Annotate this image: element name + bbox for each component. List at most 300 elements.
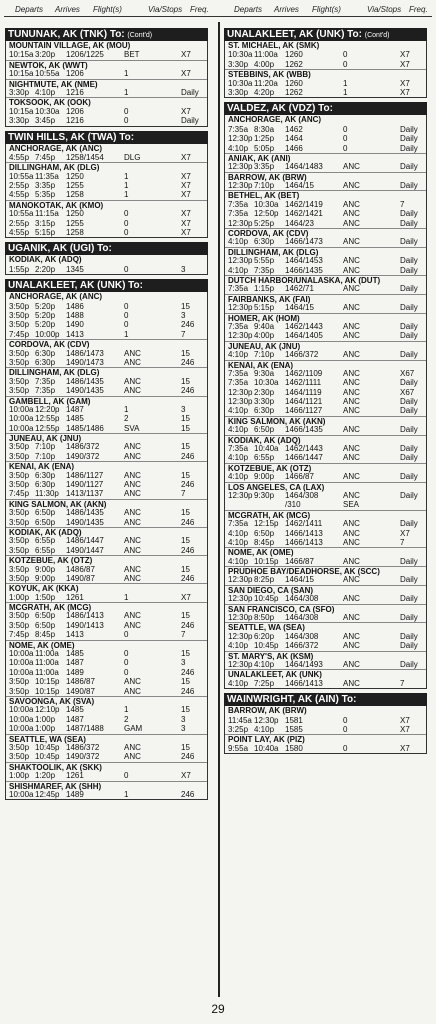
origin-title: VALDEZ, AK (VDZ) To: — [227, 103, 333, 115]
arrives-cell: 6:30p — [35, 348, 56, 358]
via-cell: ANC — [343, 368, 360, 378]
departs-cell: 10:00a — [9, 423, 34, 433]
freq-header: Freq. — [409, 5, 428, 14]
via-cell: ANC — [124, 742, 141, 752]
via-cell: ANC — [343, 444, 360, 454]
flight-row — [225, 425, 426, 434]
freq-cell: 246 — [181, 517, 195, 527]
flight-cell: 1462/71 — [285, 284, 314, 294]
destination-name: DUTCH HARBOR/UNALASKA, AK (DUT) — [225, 275, 426, 284]
freq-cell: Daily — [400, 594, 418, 604]
via-cell: 0 — [124, 228, 129, 238]
via-cell: ANC — [343, 303, 360, 313]
flight-cell: 1489 — [66, 789, 84, 799]
destination-name: KOTZEBUE, AK (OTZ) — [6, 555, 207, 564]
via-cell: ANC — [343, 660, 360, 669]
departs-cell: 4:10p — [228, 425, 249, 435]
freq-cell: X7 — [181, 69, 191, 79]
arrives-cell: 6:50p — [35, 620, 56, 630]
flight-cell: /310 — [285, 500, 301, 510]
freq-cell: 7 — [400, 199, 405, 209]
freq-cell: X7 — [400, 59, 410, 69]
flight-cell: 1464/1405 — [285, 331, 323, 341]
freq-cell: Daily — [400, 331, 418, 341]
flight-cell: 1260 — [285, 78, 303, 88]
departs-cell: 3:50p — [9, 386, 30, 396]
freq-cell: X7 — [400, 50, 410, 60]
arrives-cell: 8:45p — [35, 630, 56, 640]
departs-cell: 3:50p — [9, 611, 30, 621]
arrives-cell: 11:15a — [35, 209, 59, 219]
origin-section — [224, 28, 427, 98]
freq-cell: 15 — [181, 742, 190, 752]
departs-cell: 12:30p — [228, 256, 253, 266]
freq-cell: Daily — [400, 350, 418, 360]
freq-cell: Daily — [400, 472, 418, 482]
flight-cell: 1486/1435 — [66, 508, 104, 518]
departs-cell: 3:50p — [9, 677, 30, 687]
departs-cell: 3:50p — [9, 348, 30, 358]
via-cell: ANC — [124, 573, 141, 583]
flight-row — [6, 320, 207, 329]
flight-row — [225, 209, 426, 218]
flight-cell: 1464/308 — [285, 490, 319, 500]
arrives-cell: 10:15p — [254, 556, 279, 566]
via-cell: 1 — [124, 181, 129, 191]
flight-row — [6, 677, 207, 686]
via-cell: 0 — [343, 124, 348, 134]
departs-cell: 7:35a — [228, 209, 249, 219]
flight-row — [225, 500, 426, 509]
arrives-cell: 5:35p — [35, 190, 56, 200]
arrives-cell: 11:20a — [254, 78, 278, 88]
flight-cell: 1466/87 — [285, 556, 314, 566]
destination-name: KING SALMON, AK (AKN) — [6, 499, 207, 508]
departs-cell: 3:50p — [9, 470, 30, 480]
via-cell: ANC — [124, 480, 141, 490]
origin-section — [5, 279, 208, 800]
flight-row — [225, 641, 426, 650]
flight-row — [6, 574, 207, 583]
departs-cell: 3:50p — [9, 517, 30, 527]
departs-cell: 3:50p — [9, 357, 30, 367]
departs-cell: 3:50p — [9, 752, 30, 762]
flight-row — [6, 386, 207, 395]
via-cell: 2 — [124, 714, 129, 724]
freq-cell: X7 — [400, 87, 410, 97]
via-cell: 1 — [124, 190, 129, 200]
arrives-cell: 4:10p — [35, 87, 56, 97]
destination-name: NEWTOK, AK (WWT) — [6, 60, 207, 69]
arrives-cell: 9:40a — [254, 321, 275, 331]
flight-cell: 1486/372 — [66, 742, 100, 752]
destination-name: FAIRBANKS, AK (FAI) — [225, 294, 426, 303]
destination-name: KENAI, AK (ENA) — [225, 360, 426, 369]
departs-header: Departs — [234, 5, 263, 14]
freq-cell: 246 — [181, 686, 195, 696]
departs-cell: 7:35a — [228, 284, 249, 294]
via-cell: 0 — [124, 771, 129, 781]
freq-cell: 246 — [181, 667, 195, 677]
freq-cell: 246 — [181, 480, 195, 490]
arrives-cell: 12:20p — [35, 404, 60, 414]
arrives-cell: 10:45p — [254, 641, 279, 651]
arrives-cell: 4:10p — [254, 724, 275, 734]
departs-cell: 7:35a — [228, 378, 249, 388]
flight-row — [225, 388, 426, 397]
flight-cell: 1261 — [66, 592, 84, 602]
flight-cell: 1462 — [285, 124, 303, 134]
flight-cell: 1464/1119 — [285, 387, 322, 397]
flight-cell: 1486/1447 — [66, 536, 104, 546]
arrives-cell: 7:10p — [254, 350, 275, 360]
freq-cell: X7 — [181, 209, 191, 219]
departs-cell: 12:30p — [228, 218, 253, 228]
origin-title: UNALAKLEET, AK (UNK) To: — [8, 280, 143, 292]
departs-cell: 3:50p — [9, 301, 30, 311]
flight-row — [225, 79, 426, 88]
origin-section — [5, 242, 208, 275]
destination-name: JUNEAU, AK (JNU) — [225, 341, 426, 350]
departs-cell: 1:00p — [9, 771, 30, 781]
arrives-cell: 6:30p — [35, 357, 56, 367]
departs-cell: 10:00a — [9, 649, 34, 659]
freq-cell: 15 — [181, 677, 190, 687]
departs-cell: 4:10p — [228, 265, 249, 275]
via-cell: ANC — [343, 218, 360, 228]
flight-row — [6, 172, 207, 181]
via-cell: 0 — [343, 50, 348, 60]
origin-section — [5, 28, 208, 127]
flight-cell: 1413/1137 — [66, 489, 104, 499]
via-cell: ANC — [343, 209, 360, 219]
flight-cell: 1487 — [66, 658, 84, 668]
flight-cell: 1206 — [66, 106, 84, 116]
destination-name: CORDOVA, AK (CDV) — [225, 228, 426, 237]
flight-row — [6, 349, 207, 358]
departs-cell: 10:00a — [9, 414, 34, 424]
destination-name: ANIAK, AK (ANI) — [225, 153, 426, 162]
flights-header: Flight(s) — [312, 5, 341, 14]
destination-name: KENAI, AK (ENA) — [6, 461, 207, 470]
departs-cell: 3:30p — [228, 59, 249, 69]
flight-row — [225, 200, 426, 209]
arrives-cell: 10:15p — [35, 686, 60, 696]
freq-cell: Daily — [400, 660, 418, 669]
arrives-cell: 3:20p — [35, 50, 56, 60]
departs-cell: 7:45p — [9, 329, 30, 339]
via-cell: ANC — [124, 677, 141, 687]
arrives-cell: 10:30a — [254, 378, 279, 388]
flight-cell: 1413 — [66, 329, 84, 339]
arrives-cell: 10:30a — [254, 199, 279, 209]
arrives-cell: 10:00p — [35, 329, 60, 339]
arrives-cell: 7:45p — [35, 152, 56, 162]
freq-cell: Daily — [400, 218, 418, 228]
via-cell: 0 — [124, 264, 129, 274]
via-cell: 0 — [124, 630, 129, 640]
flight-row — [6, 107, 207, 116]
freq-cell: 246 — [181, 573, 195, 583]
arrives-cell: 9:00p — [35, 573, 56, 583]
via-cell: ANC — [343, 528, 360, 538]
flight-row — [6, 752, 207, 761]
via-cell: ANC — [343, 199, 360, 209]
arrives-header: Arrives — [274, 5, 299, 14]
via-cell: 0 — [343, 715, 348, 725]
freq-cell: 246 — [181, 752, 195, 762]
freq-cell: 7 — [181, 630, 186, 640]
via-cell: ANC — [343, 519, 360, 529]
via-cell: ANC — [124, 348, 141, 358]
arrives-cell: 7:35p — [35, 376, 56, 386]
arrives-cell: 10:40a — [254, 444, 279, 454]
departs-cell: 7:35a — [228, 368, 249, 378]
flight-cell: 1250 — [66, 209, 84, 219]
arrives-cell: 6:50p — [35, 517, 56, 527]
flight-row — [6, 88, 207, 97]
via-cell: ANC — [343, 425, 360, 435]
arrives-cell: 7:10p — [35, 442, 56, 452]
freq-cell: X7 — [400, 78, 410, 88]
destination-name: TOKSOOK, AK (OOK) — [6, 97, 207, 106]
freq-cell: Daily — [400, 613, 418, 623]
arrives-cell: 3:45p — [35, 116, 56, 126]
departs-cell: 3:50p — [9, 536, 30, 546]
arrives-cell: 7:35p — [35, 386, 56, 396]
arrives-cell: 6:50p — [35, 508, 56, 518]
via-cell: 0 — [343, 143, 348, 153]
flight-cell: 1466/1413 — [285, 537, 323, 547]
header-rule — [4, 16, 432, 17]
destination-name: SAN FRANCISCO, CA (SFO) — [225, 604, 426, 613]
via-cell: ANC — [343, 556, 360, 566]
via-cell: GAM — [124, 724, 143, 734]
freq-cell: 15 — [181, 470, 190, 480]
flight-row — [6, 116, 207, 125]
via-cell: 1 — [124, 69, 129, 79]
destination-name: ANCHORAGE, AK (ANC) — [9, 292, 103, 302]
via-cell: ANC — [124, 357, 141, 367]
flight-cell: 1413 — [66, 630, 84, 640]
freq-cell: 15 — [181, 705, 190, 715]
flight-row — [225, 716, 426, 725]
flight-row — [6, 452, 207, 461]
column-header-right — [224, 5, 429, 16]
arrives-cell: 4:20p — [254, 87, 275, 97]
flight-cell: 1462/1411 — [285, 519, 323, 529]
arrives-header: Arrives — [55, 5, 80, 14]
flight-cell: 1485 — [66, 649, 84, 659]
departs-cell: 12:30p — [228, 613, 253, 623]
destination-name: ST. MARY'S, AK (KSM) — [225, 651, 426, 660]
departs-cell: 12:30p — [228, 387, 253, 397]
flight-cell: 1258 — [66, 228, 84, 238]
flight-cell: 1490/372 — [66, 752, 100, 762]
flight-row — [6, 219, 207, 228]
via-cell: ANC — [343, 350, 360, 360]
flight-row — [6, 424, 207, 433]
origin-title: TUNUNAK, AK (TNK) To: — [8, 29, 125, 40]
flight-row — [6, 181, 207, 190]
flight-cell: 1466/372 — [285, 641, 319, 651]
flight-row — [225, 575, 426, 584]
departs-cell: 4:10p — [228, 406, 249, 416]
flight-cell: 1466/1435 — [285, 425, 323, 435]
flight-cell: 1486/1435 — [66, 376, 104, 386]
destination-name: DILLINGHAM, AK (DLG) — [225, 247, 426, 256]
departs-cell: 11:45a — [228, 715, 252, 725]
flight-row — [225, 162, 426, 171]
arrives-cell: 1:50p — [35, 592, 56, 602]
flight-row — [225, 679, 426, 688]
departs-cell: 4:10p — [228, 678, 249, 688]
flight-cell: 1580 — [285, 743, 303, 753]
freq-cell: 3 — [181, 404, 186, 414]
flight-row — [6, 405, 207, 414]
departs-cell: 4:10p — [228, 528, 249, 538]
arrives-cell: 6:55p — [35, 536, 56, 546]
via-cell: ANC — [343, 321, 360, 331]
freq-cell: 15 — [181, 423, 190, 433]
freq-cell: 7 — [181, 489, 186, 499]
flight-cell: 1486/87 — [66, 564, 95, 574]
via-cell: 0 — [343, 724, 348, 734]
freq-cell: Daily — [400, 631, 418, 641]
arrives-cell: 7:25p — [254, 678, 275, 688]
via-cell: ANC — [343, 490, 360, 500]
arrives-cell: 6:30p — [254, 406, 275, 416]
freq-cell: Daily — [400, 256, 418, 266]
flight-cell: 1487/1488 — [66, 724, 104, 734]
freq-cell: 15 — [181, 611, 190, 621]
departs-cell: 4:10p — [228, 537, 249, 547]
destination-name: SHISHMAREF, AK (SHH) — [6, 781, 207, 790]
flight-row — [225, 256, 426, 265]
freq-cell: 246 — [181, 357, 195, 367]
freq-cell: 3 — [181, 724, 186, 734]
freq-cell: X7 — [181, 171, 191, 181]
arrives-cell: 5:15p — [254, 303, 275, 313]
flight-row — [6, 546, 207, 555]
destination-name: CORDOVA, AK (CDV) — [6, 339, 207, 348]
via-cell: 2 — [124, 414, 129, 424]
flight-cell: 1486/1473 — [66, 348, 104, 358]
via-cell: 0 — [124, 320, 129, 330]
via-cell: ANC — [343, 256, 360, 266]
freq-cell: 3 — [181, 310, 186, 320]
departs-cell: 10:55a — [9, 171, 34, 181]
flight-cell: 1464/1493 — [285, 660, 323, 669]
destination-name: DILLINGHAM, AK (DLG) — [6, 162, 207, 171]
arrives-cell: 5:05p — [254, 143, 275, 153]
flight-cell: 1466/1435 — [285, 265, 323, 275]
flight-cell: 1490/1447 — [66, 545, 104, 555]
departs-cell: 3:30p — [9, 116, 30, 126]
flight-cell: 1487 — [66, 404, 84, 414]
flight-cell: 1216 — [66, 87, 84, 97]
freq-cell: X7 — [181, 106, 191, 116]
via-cell: 0 — [124, 310, 129, 320]
departs-cell: 3:50p — [9, 686, 30, 696]
destination-name: SHAKTOOLIK, AK (SKK) — [6, 762, 207, 771]
via-cell: 0 — [124, 116, 129, 126]
freq-cell: 246 — [181, 545, 195, 555]
flight-row — [225, 444, 426, 453]
destination-list — [5, 292, 208, 800]
flight-cell: 1464/308 — [285, 613, 319, 623]
flight-cell: 1490/1435 — [66, 517, 104, 527]
origin-title: WAINWRIGHT, AK (AIN) To: — [227, 694, 357, 706]
freq-cell: Daily — [400, 134, 418, 144]
destination-name: ANCHORAGE, AK (ANC) — [9, 143, 103, 153]
departs-cell: 12:30p — [228, 594, 253, 604]
via-cell: ANC — [124, 386, 141, 396]
via-cell: ANC — [343, 613, 360, 623]
flight-cell: 1490 — [66, 320, 84, 330]
flight-cell: 1466/1473 — [285, 237, 323, 247]
flight-row — [6, 715, 207, 724]
departs-cell: 3:50p — [9, 620, 30, 630]
flight-row — [6, 471, 207, 480]
departs-cell: 7:35a — [228, 519, 249, 529]
flight-cell: 1485 — [66, 414, 84, 424]
freq-cell: Daily — [400, 575, 418, 585]
via-cell: ANC — [343, 237, 360, 247]
destination-name: NOME, AK (OME) — [225, 547, 426, 556]
destination-name: KODIAK, AK (ADQ) — [6, 527, 207, 536]
destination-name: SEATTLE, WA (SEA) — [6, 734, 207, 743]
destination-list — [224, 41, 427, 98]
arrives-cell: 8:25p — [254, 575, 275, 585]
via-cell: ANC — [124, 470, 141, 480]
flight-row — [225, 725, 426, 734]
flight-row — [6, 153, 207, 162]
flight-cell: 1206 — [66, 69, 84, 79]
freq-cell: X67 — [400, 387, 415, 397]
departs-cell: 12:30p — [228, 631, 253, 641]
departs-cell: 7:35a — [228, 124, 249, 134]
via-cell: ANC — [343, 537, 360, 547]
flight-cell: 1262 — [285, 87, 303, 97]
flight-row — [6, 442, 207, 451]
column-header-left — [5, 5, 210, 16]
destination-name: SAN DIEGO, CA (SAN) — [225, 585, 426, 594]
origin-section — [224, 102, 427, 689]
via-cell: DLG — [124, 152, 141, 162]
departs-cell: 3:50p — [9, 573, 30, 583]
arrives-cell: 2:30p — [254, 387, 275, 397]
departs-cell: 3:50p — [9, 310, 30, 320]
flight-cell: 1487 — [66, 714, 84, 724]
flight-row — [225, 529, 426, 538]
departs-cell: 4:10p — [228, 472, 249, 482]
via-cell: 1 — [343, 87, 348, 97]
via-cell: 1 — [124, 171, 129, 181]
freq-cell: 7 — [181, 329, 186, 339]
flight-row — [6, 565, 207, 574]
arrives-cell: 6:30p — [35, 480, 56, 490]
flight-cell: 1462/1111 — [285, 378, 322, 388]
freq-cell: 15 — [181, 442, 190, 452]
flight-row — [225, 660, 426, 669]
departs-cell: 9:55a — [228, 743, 249, 753]
via-cell: 0 — [124, 667, 129, 677]
freq-cell: X7 — [181, 592, 191, 602]
flight-row — [225, 322, 426, 331]
departs-cell: 10:00a — [9, 658, 34, 668]
flight-row — [225, 125, 426, 134]
